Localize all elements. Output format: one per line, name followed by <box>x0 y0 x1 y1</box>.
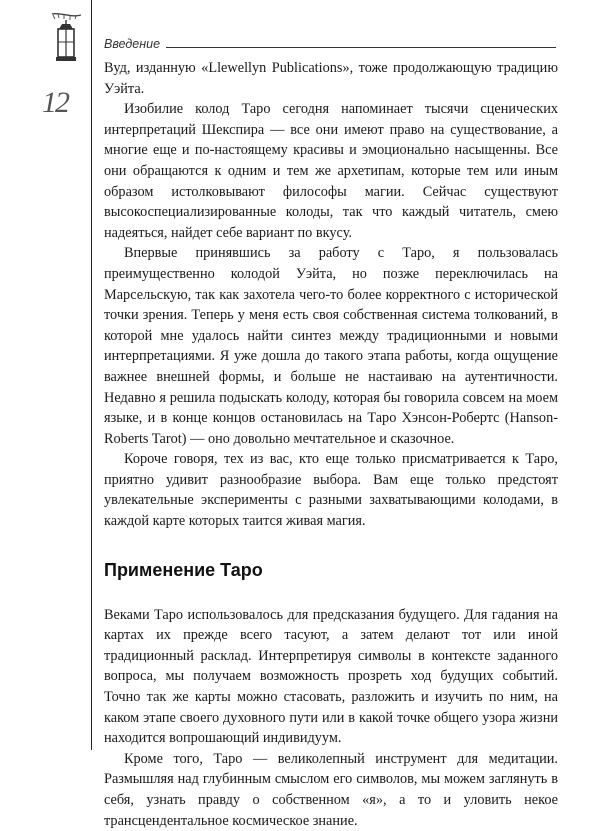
paragraph: Вуд, изданную «Llewellyn Publications», тоже продолжающую традицию Уэйта. <box>104 60 558 97</box>
section-heading: Применение Таро <box>104 559 263 580</box>
lantern-emblem-icon <box>48 12 84 70</box>
paragraph: Впервые принявшись за работу с Таро, я пользовалась преимущественно колодой Уэйта, но позже переключилась на Марсельскую, так как захотела чего-то более корректного с исторической точки зрения. Теперь у меня есть своя собственная система толкований, в которой мне удалось найти синтез между традиционными и новыми интерпретациями. Я уже дошла до такого этапа работы, когда ощущение важнее внешней формы, и больше не настаиваю на аутентичности. Недавно я решила подыскать колоду, которая бы говорила совсем на моем языке, и в конце концов остановилась на Таро Хэнсон-Робертс (Hanson-Roberts Tarot) — оно довольно мечтательное и сказочное. <box>104 245 558 447</box>
page-number: 12 <box>42 86 68 119</box>
paragraph: Короче говоря, тех из вас, кто еще только присматривается к Таро, приятно удивит разнообразие выбора. Вам еще только предстоят увлекательные эксперименты с разными захватывающими колодами, в каждой карте которых таится живая магия. <box>104 451 558 530</box>
paragraph: Веками Таро использовалось для предсказания будущего. Для гадания на картах их прежде всего тасуют, а затем делают тот или иной традиционный расклад. Интерпретируя символы в контексте заданного вопроса, мы получаем возможность прозреть ход будущих событий. Точно так же карты можно стасовать, разложить и изучить по ним, на каком этапе своего духовного пути или в какой точке общего узора жизни находится вопрошающий индивидуум. <box>104 606 558 747</box>
paragraph: Кроме того, Таро — великолепный инструмент для медитации. Размышляя над глубинным смыслом его символов, мы можем заглянуть в себя, узнать правду о собственном «я», а то и уловить некое трансцендентальное космическое знание. <box>104 750 558 829</box>
body-text <box>104 58 558 831</box>
paragraph: Изобилие колод Таро сегодня напоминает тысячи сценических интерпретаций Шекспира — все они имеют право на существование, а многие еще и по-настоящему красивы и эмоционально насыщенны. Все они обращаются к одним и тем же архетипам, которые тем или иным образом истолковывают философы магии. Сейчас существуют высокоспециализированные колоды, так что каждый читатель, смею надеяться, найдет себе вариант по вкусу. <box>104 101 558 241</box>
running-head-title: Введение <box>104 37 161 51</box>
running-head-rule <box>166 47 556 48</box>
margin-rule <box>91 0 92 750</box>
running-head <box>104 33 556 51</box>
